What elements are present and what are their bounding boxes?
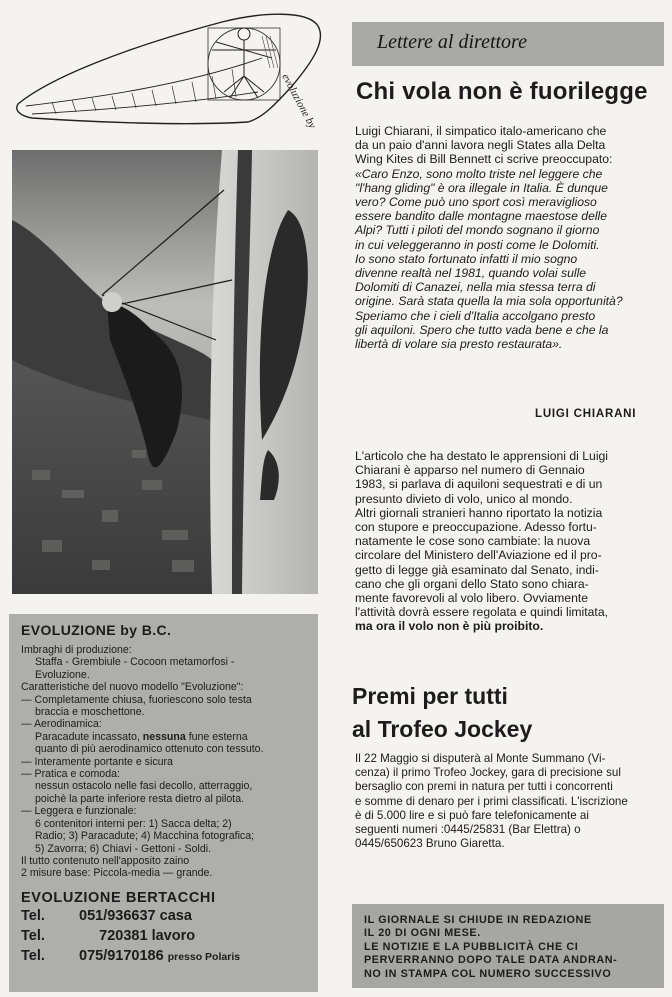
contact-phone-polaris bbox=[21, 946, 308, 967]
letter-quote-line: gli aquiloni. Spero che tutto vada bene e che la bbox=[355, 322, 609, 337]
evo-text: Paracadute incassato, bbox=[35, 730, 143, 743]
article-line: con stupore e preoccupazione. Adesso fortu- bbox=[355, 520, 597, 535]
premi-line: è di 5.000 lire e si può fare telefonicamente ai bbox=[355, 808, 589, 822]
letter-quote-line: origine. Sarà stata quella la mia sola opportunità? bbox=[355, 294, 623, 309]
letter-signature: LUIGI CHIARANI bbox=[535, 408, 637, 420]
premi-line: bersaglio con premi in natura per tutti i concorrenti bbox=[355, 780, 613, 794]
letter-quote-line: Dolomiti di Canazei, nella mia stessa terra di bbox=[355, 280, 596, 295]
evo-line: — Aerodinamica: bbox=[21, 718, 102, 731]
letter-line: Wing Kites di Bill Bennett ci scrive preoccupato: bbox=[355, 152, 613, 167]
evo-line: Staffa - Grembiule - Cocoon metamorfosi - bbox=[35, 656, 235, 669]
hang-glider-photo bbox=[12, 150, 318, 594]
evoluzione-ad-box bbox=[9, 614, 318, 992]
notice-line: NO IN STAMPA COL NUMERO SUCCESSIVO bbox=[364, 967, 612, 980]
article-line: getto di legge già esaminato dal Senato, indi- bbox=[355, 562, 599, 577]
article-line: natamente le cose sono cambiate: la nuova bbox=[355, 534, 591, 549]
article-line: cano che gli organi dello Stato sono chiara- bbox=[355, 576, 589, 591]
evo-line: 2 misure base: Piccola-media — grande. bbox=[21, 867, 213, 880]
letter-quote-line: Speriamo che i cieli d'Italia accolgano presto bbox=[355, 308, 596, 323]
section-banner-text: Lettere al direttore bbox=[377, 31, 527, 53]
article-bold-line: ma ora il volo non è più proibito. bbox=[355, 619, 544, 634]
notice-line: LE NOTIZIE E LA PUBBLICITÀ CHE CI bbox=[364, 940, 579, 953]
letter-line: da un paio d'anni lavora negli States alla Delta bbox=[355, 138, 606, 153]
notice-line: PERVERRANNO DOPO TALE DATA ANDRAN- bbox=[364, 954, 618, 967]
article-line: l'attività dovrà essere regolata e quindi limitata, bbox=[355, 605, 608, 620]
letter-quote-line: divenne realtà nel 1981, quando volai sulle bbox=[355, 266, 587, 281]
evoluzione-logo-sketch bbox=[12, 6, 328, 128]
hang-glider-photo-icon bbox=[12, 150, 318, 594]
premi-line: e somme di denaro per i primi classificati. L'iscrizione bbox=[355, 794, 628, 808]
notice-line: IL GIORNALE SI CHIUDE IN REDAZIONE bbox=[364, 914, 592, 926]
letter-quote-line: essere bandito dalle montagne maestose delle bbox=[355, 209, 608, 224]
article-line: L'articolo che ha destato le apprensioni di Luigi bbox=[355, 449, 609, 463]
article-line: Altri giornali stranieri hanno riportato la notizia bbox=[355, 505, 603, 520]
evo-line: 6 contenitori interni per: 1) Sacca delta; 2) bbox=[35, 817, 232, 830]
logo-caption: evoluzione by C.B. bbox=[279, 71, 328, 128]
notice-line: IL 20 DI OGNI MESE. bbox=[364, 927, 481, 940]
evo-line: — Completamente chiusa, fuoriescono solo testa bbox=[21, 693, 252, 706]
evo-line: — Pratica e comoda: bbox=[21, 768, 120, 781]
evo-line: Imbraghi di produzione: bbox=[21, 644, 132, 656]
evo-line: — Leggera e funzionale: bbox=[21, 805, 137, 818]
article-line: circolare del Ministero dell'Aviazione ed il pro- bbox=[355, 548, 602, 563]
premi-body bbox=[355, 752, 667, 851]
evo-line: braccia e moschettone. bbox=[35, 706, 145, 719]
letter-quote-line: «Caro Enzo, sono molto triste nel leggere che bbox=[355, 166, 603, 181]
contact-phone-home bbox=[21, 906, 308, 926]
premi-headline bbox=[352, 680, 672, 746]
phone-place: presso Polaris bbox=[167, 950, 241, 963]
letter-body bbox=[355, 124, 667, 351]
evo-line: 5) Zavorra; 6) Chiavi - Gettoni - Soldi. bbox=[35, 842, 212, 855]
section-banner bbox=[352, 22, 664, 66]
article-line: presunto divieto di volo, unico al mondo. bbox=[355, 491, 573, 506]
letter-line: Luigi Chiarani, il simpatico italo-americano che bbox=[355, 124, 607, 138]
evo-text: fune esterna bbox=[185, 730, 248, 743]
phone-place: casa bbox=[159, 907, 192, 924]
phone-label: Tel. bbox=[21, 907, 45, 924]
evo-line: nessun ostacolo nelle fasi decollo, atterraggio, bbox=[35, 780, 253, 793]
evo-bold-word: nessuna bbox=[142, 730, 186, 743]
evo-line: Evoluzione. bbox=[35, 668, 90, 681]
letter-quote-line: libertà di volare sia presto restaurata». bbox=[355, 337, 563, 352]
contact-phone-work bbox=[21, 926, 308, 946]
article-line: 1983, si parlava di aquiloni sequestrati e di un bbox=[355, 477, 603, 492]
phone-number: 075/9170186 bbox=[79, 947, 164, 964]
article-body bbox=[355, 449, 667, 634]
premi-line: cenza) il primo Trofeo Jockey, gara di precisione sul bbox=[355, 766, 621, 780]
evoluzione-title: EVOLUZIONE by B.C. bbox=[21, 622, 172, 638]
evo-line: poichè la parte inferiore resta dietro al pilota. bbox=[35, 792, 245, 805]
premi-line: Il 22 Maggio si disputerà al Monte Summano (Vi- bbox=[355, 752, 606, 765]
evo-line bbox=[21, 731, 308, 743]
evo-line: — Interamente portante e sicura bbox=[21, 755, 173, 768]
evo-line: Il tutto contenuto nell'apposito zaino bbox=[21, 854, 190, 867]
premi-line: seguenti numeri :0445/25831 (Bar Elettra) o bbox=[355, 823, 581, 837]
letter-quote-line: Alpi? Tutti i piloti del mondo sognano il giorno bbox=[355, 223, 600, 238]
phone-label: Tel. bbox=[21, 927, 45, 944]
evo-line: quanto di più aerodinamico ottenuto con tessuto. bbox=[35, 743, 264, 756]
premi-line: 0445/650623 Bruno Giaretta. bbox=[355, 837, 505, 851]
letter-quote-line: Io sono stato fortunato infatti il mio sogno bbox=[355, 251, 578, 266]
phone-label: Tel. bbox=[21, 947, 45, 964]
harness-sketch-icon bbox=[12, 6, 328, 128]
contact-company: EVOLUZIONE BERTACCHI bbox=[21, 889, 216, 906]
letter-headline: Chi vola non è fuorilegge bbox=[356, 78, 648, 105]
phone-number: 720381 bbox=[99, 927, 148, 944]
article-line: mente favorevoli al volo libero. Ovviamente bbox=[355, 591, 589, 606]
editorial-notice-box bbox=[352, 904, 664, 988]
premi-headline-line: al Trofeo Jockey bbox=[352, 716, 533, 742]
phone-number: 051/936637 bbox=[79, 907, 156, 924]
letter-quote-line: in cui veleggeranno in posti come le Dolomiti. bbox=[355, 237, 600, 252]
evo-line: Radio; 3) Paracadute; 4) Macchina fotografica; bbox=[35, 830, 255, 843]
phone-place: lavoro bbox=[151, 927, 196, 944]
letter-quote-line: vero? Come può uno sport così meraviglioso bbox=[355, 195, 597, 210]
article-line: Chiarani è apparso nel numero di Gennaio bbox=[355, 463, 585, 478]
letter-quote-line: "l'hang gliding" è ora illegale in Italia. È dunque bbox=[355, 180, 608, 195]
evoluzione-description bbox=[21, 644, 308, 880]
evo-line: Caratteristiche del nuovo modello "Evoluzione": bbox=[21, 681, 244, 694]
premi-headline-line: Premi per tutti bbox=[352, 683, 508, 709]
